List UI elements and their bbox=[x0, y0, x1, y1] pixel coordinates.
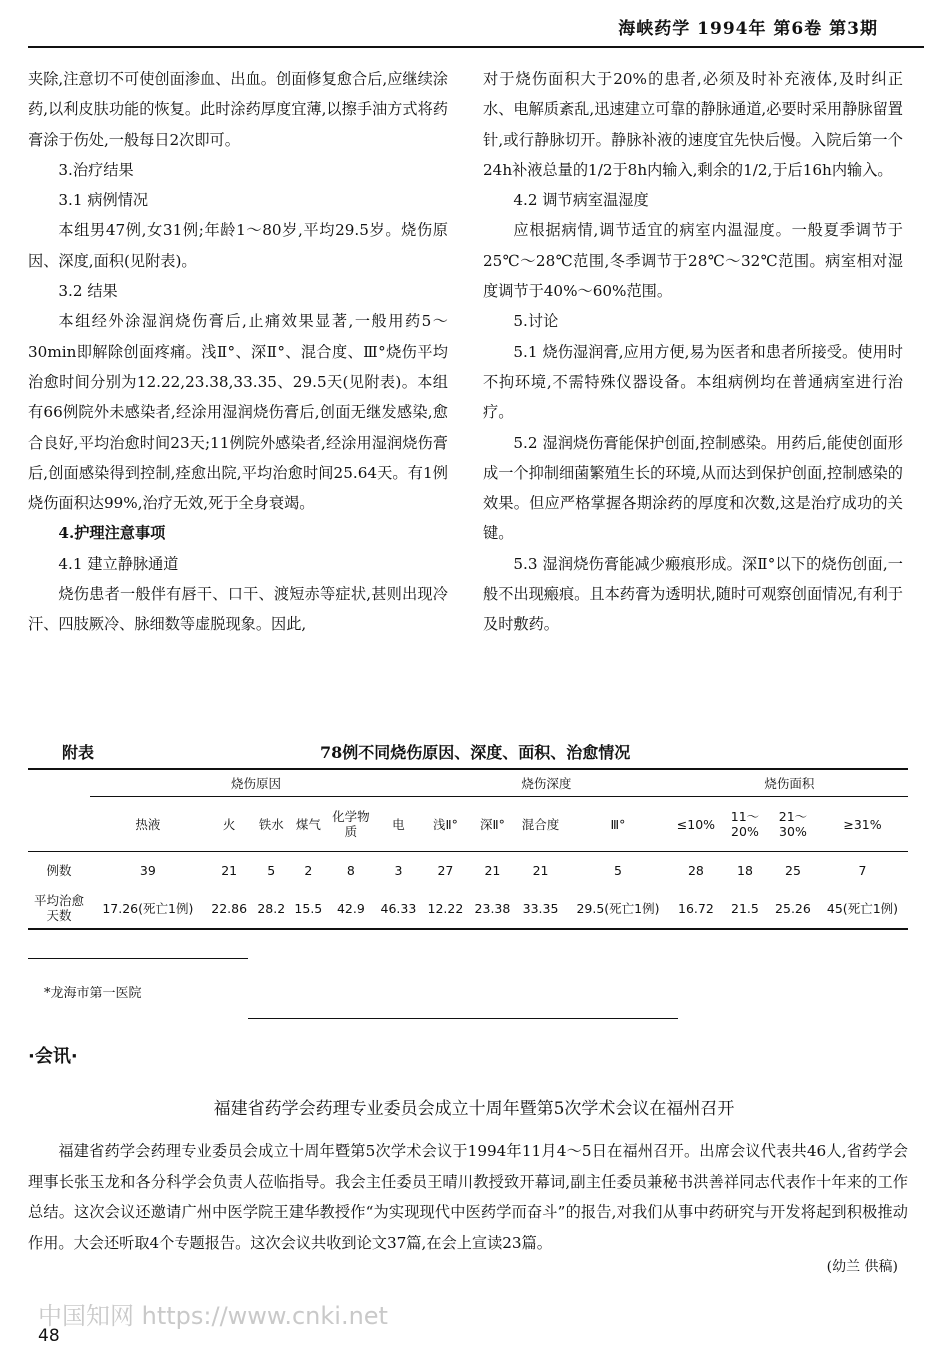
table-cell: 25.26 bbox=[769, 888, 817, 929]
table-column-header: Ⅲ° bbox=[565, 797, 671, 852]
news-body: 福建省药学会药理专业委员会成立十周年暨第5次学术会议于1994年11月4～5日在福州召开。出席会议代表共46人,省药学会理事长张玉龙和各分科学会负责人莅临指导。我会主任委员王晴川教授致开幕词,副主任委员兼秘书洪善祥同志代表作十年来的工作总结。这次会议还邀请广州中医学院王建华教授作“为实现现代中医药学而奋斗”的报告,对我们从事中药研究与开发将起到积极推动作用。大会还听取4个专题报告。这次会议共收到论文37篇,在会上宣读23篇。 bbox=[28, 1142, 908, 1252]
section-label: ·会讯· bbox=[28, 1046, 78, 1067]
table-cell: 21.5 bbox=[721, 888, 769, 929]
table-column-header: 铁水 bbox=[253, 797, 290, 852]
table-column-header: ≥31% bbox=[817, 797, 908, 852]
page-number: 48 bbox=[38, 1326, 60, 1346]
table-corner bbox=[28, 769, 90, 797]
paragraph: 5.3 湿润烧伤膏能减少瘢痕形成。深Ⅱ°以下的烧伤创面,一般不出现瘢痕。且本药膏为透明状,随时可观察创面情况,有利于及时敷药。 bbox=[483, 554, 903, 634]
header-rule bbox=[28, 46, 924, 48]
table-column-header: 火 bbox=[206, 797, 253, 852]
separator-rule bbox=[248, 1018, 678, 1019]
table-cell: 3 bbox=[394, 862, 403, 878]
table-cell: 42.9 bbox=[327, 888, 375, 929]
paragraph: 本组男47例,女31例;年龄1～80岁,平均29.5岁。烧伤原因、深度,面积(见附表)。 bbox=[28, 221, 448, 270]
table-cell: 2 bbox=[304, 862, 313, 878]
subsection-heading: 3.1 病例情况 bbox=[58, 191, 149, 210]
subsection-heading: 4.2 调节病室温湿度 bbox=[513, 191, 649, 210]
table-cell: 21 bbox=[221, 862, 238, 878]
table-cell: 7 bbox=[858, 862, 867, 878]
paragraph: 应根据病情,调节适宜的病室内温湿度。一般夏季调节于25℃～28℃范围,冬季调节于28℃～32℃范围。病室相对湿度调节于40%～60%范围。 bbox=[483, 221, 903, 301]
subsection-heading: 4.1 建立静脉通道 bbox=[58, 554, 179, 573]
left-column bbox=[28, 64, 448, 640]
table-column-header: 煤气 bbox=[290, 797, 327, 852]
table-cell: 28 bbox=[687, 862, 704, 878]
right-column bbox=[483, 64, 903, 640]
table-cell: 21 bbox=[532, 862, 549, 878]
table-column-header: 混合度 bbox=[516, 797, 565, 852]
table-group-header: 烧伤深度 bbox=[422, 769, 671, 797]
table-cell: 22.86 bbox=[206, 888, 253, 929]
table-cell: 39 bbox=[139, 862, 156, 878]
table-cell: 27 bbox=[437, 862, 454, 878]
table-cell: 8 bbox=[346, 862, 355, 878]
table-group-header: 烧伤面积 bbox=[671, 769, 908, 797]
table-corner bbox=[28, 797, 90, 852]
journal-header: 海峡药学 1994年 第6卷 第3期 bbox=[618, 19, 878, 39]
table-column-header: 21～30% bbox=[769, 797, 817, 852]
paragraph: 5.2 湿润烧伤膏能保护创面,控制感染。用药后,能使创面形成一个抑制细菌繁殖生长的环境,从而达到保护创面,控制感染的效果。但应严格掌握各期涂药的厚度和次数,这是治疗成功的关键。 bbox=[483, 433, 903, 543]
table-cell: 29.5(死亡1例) bbox=[565, 888, 671, 929]
table-title: 78例不同烧伤原因、深度、面积、治愈情况 bbox=[320, 743, 631, 762]
table-cell: 23.38 bbox=[469, 888, 516, 929]
table-cell: 46.33 bbox=[375, 888, 422, 929]
table-cell: 18 bbox=[737, 862, 753, 878]
subsection-heading: 3.2 结果 bbox=[58, 282, 118, 301]
watermark: 中国知网 https://www.cnki.net bbox=[38, 1302, 388, 1330]
table-cell: 17.26(死亡1例) bbox=[90, 888, 206, 929]
news-title: 福建省药学会药理专业委员会成立十周年暨第5次学术会议在福州召开 bbox=[213, 1099, 735, 1119]
table-cell: 33.35 bbox=[516, 888, 565, 929]
table-row-label: 例数 bbox=[46, 862, 72, 878]
table-column-header: 浅Ⅱ° bbox=[422, 797, 469, 852]
table-column-header: ≤10% bbox=[671, 797, 721, 852]
table-cell: 5 bbox=[614, 862, 622, 878]
footnote-rule bbox=[28, 958, 248, 959]
table-cell: 28.2 bbox=[253, 888, 290, 929]
paragraph: 夹除,注意切不可使创面渗血、出血。创面修复愈合后,应继续涂药,以利皮肤功能的恢复。此时涂药厚度宜薄,以擦手油方式将药膏涂于伤处,一般每日2次即可。 bbox=[28, 70, 448, 149]
table-cell: 45(死亡1例) bbox=[817, 888, 908, 929]
paragraph: 5.1 烧伤湿润膏,应用方便,易为医者和患者所接受。使用时不拘环境,不需特殊仪器设备。本组病例均在普通病室进行治疗。 bbox=[483, 342, 903, 422]
table-column-header: 热液 bbox=[90, 797, 206, 852]
table-column-header: 11～20% bbox=[721, 797, 769, 852]
table-cell: 15.5 bbox=[290, 888, 327, 929]
paragraph: 烧伤患者一般伴有唇干、口干、渡短赤等症状,甚则出现冷汗、四肢厥冷、脉细数等虚脱现象。因此, bbox=[28, 585, 448, 634]
data-table bbox=[28, 768, 908, 930]
paragraph: 对于烧伤面积大于20%的患者,必须及时补充液体,及时纠正水、电解质紊乱,迅速建立可靠的静脉通道,必要时采用静脉留置针,或行静脉切开。静脉补液的速度宜先快后慢。入院后第一个24h补液总量的1/2于8h内输入,剩余的1/2,于后16h内输入。 bbox=[483, 70, 903, 179]
table-cell: 25 bbox=[785, 862, 801, 878]
section-heading: 5.讨论 bbox=[513, 312, 559, 331]
section-heading: 3.治疗结果 bbox=[58, 160, 134, 179]
table-cell: 12.22 bbox=[422, 888, 469, 929]
section-heading: 4.护理注意事项 bbox=[58, 524, 166, 543]
table-row-label: 平均治愈天数 bbox=[28, 888, 90, 929]
news-credit: (幼兰 供稿) bbox=[826, 1259, 898, 1275]
table-label: 附表 bbox=[62, 743, 95, 762]
table-cell: 5 bbox=[267, 862, 276, 878]
footnote: *龙海市第一医院 bbox=[44, 986, 142, 1001]
paragraph: 本组经外涂湿润烧伤膏后,止痛效果显著,一般用药5～30min即解除创面疼痛。浅Ⅱ°、深Ⅱ°、混合度、Ⅲ°烧伤平均治愈时间分别为12.22,23.38,33.35、29.5天(见附表)。本组有66例院外未感染者,经涂用湿润烧伤膏后,创面无继发感染,愈合良好,平均治愈时间23天;11例院外感染者,经涂用湿润烧伤膏后,创面感染得到控制,痊愈出院,平均治愈时间25.64天。有1例烧伤面积达99%,治疗无效,死于全身衰竭。 bbox=[28, 312, 448, 513]
table-column-header: 深Ⅱ° bbox=[469, 797, 516, 852]
table-column-header: 化学物质 bbox=[327, 797, 375, 852]
table-cell: 21 bbox=[484, 862, 501, 878]
table-column-header: 电 bbox=[375, 797, 422, 852]
table-group-header: 烧伤原因 bbox=[90, 769, 422, 797]
table-cell: 16.72 bbox=[671, 888, 721, 929]
